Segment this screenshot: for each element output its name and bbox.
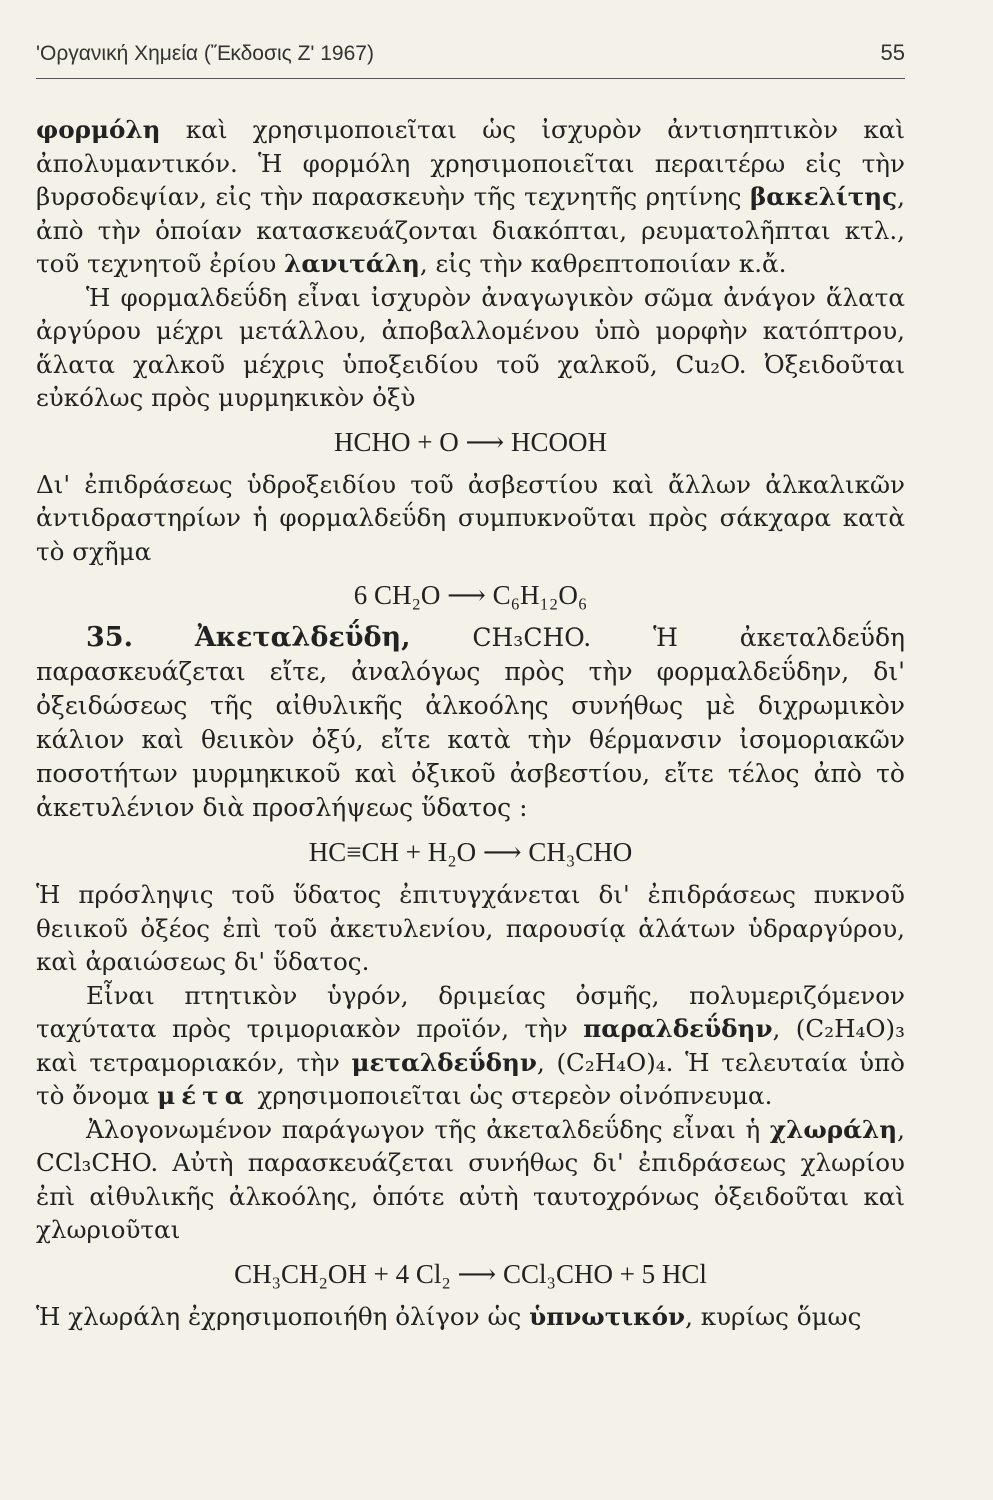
paragraph-hydration: Ἡ πρόσληψις τοῦ ὕδατος ἐπιτυγχάνεται δι' ἐπιδράσεως πυκνοῦ θειικοῦ ὀξέος ἐπὶ τοῦ ἀκετυλενίου, παρουσίᾳ ἁλάτων ὑδραργύρου, καὶ ἀραιώσεως δι' ὕδατος. [36,880,905,976]
section-number: 35. [86,622,133,653]
section-heading: Ἀκεταλδεΰδη, [194,622,411,653]
paragraph-text: , CCl₃CHO. Αὐτὴ παρασκευάζεται συνήθως δι' ἐπιδράσεως χλωρίου ἐπὶ αἰθυλικῆς ἀλκοόλης, ὁπότε αὐτὴ ταυτοχρόνως ὀξειδοῦται καὶ χλωριοῦται [36,1114,905,1244]
paragraph-text: , ἀπὸ τὴν ὁποίαν κατασκευάζονται διακόπται, ρευματολῆπται κτλ., τοῦ τεχνητοῦ ἐρίου [36,182,905,278]
paragraph-text: Εἶναι πτητικὸν ὑγρόν, δριμείας ὀσμῆς, πολυμεριζόμενον ταχύτατα πρὸς τριμοριακὸν προϊόν, τὴν [36,980,905,1043]
paragraph-polymerization [36,979,905,1113]
paragraph-reducing-agent: Ἡ φορμαλδεΰδη εἶναι ἰσχυρὸν ἀναγωγικὸν σῶμα ἀνάγον ἅλατα ἀργύρου μέχρι μετάλλου, ἀποβαλλομένου ὑπὸ μορφὴν κατόπτρου, ἅλατα χαλκοῦ μέχρις ὑποξειδίου τοῦ χαλκοῦ, Cu₂O. Ὀξειδοῦται εὐκόλως πρὸς μυρμηκικὸν ὀξὺ [36,282,905,412]
paragraph-text: , εἰς τὴν καθρεπτοποιίαν κ.ἄ. [419,249,787,278]
term-paraldehyde: παραλδεΰδην [583,1014,773,1043]
page-number: 55 [880,40,905,65]
paragraph-hypnotic [36,1300,905,1334]
paragraph-text: Ἡ χλωράλη ἐχρησιμοποιήθη ὀλίγον ὡς [36,1301,530,1331]
equation-acetylene-hydration: HC≡CH + H₂O ⟶ CH₃CHO [308,837,633,867]
equation-oxidation: HCHO + O ⟶ HCOOH [334,426,607,457]
equation-sugar: 6 CH₂O ⟶ C₆H₁₂O₆ [353,580,588,610]
paragraph-text: , (C₂H₄O)₃ καὶ τετραμοριακόν, τὴν [36,1014,905,1077]
equation-chloral: CH₃CH₂OH + 4 Cl₂ ⟶ CCl₃CHO + 5 HCl [234,1258,707,1289]
section-text: CH₃CHO. Ἡ ἀκεταλδεΰδη παρασκευάζεται εἴτε, ἀναλόγως πρὸς τὴν φορμαλδεΰδην, δι' ὀξειδώσεως τῆς αἰθυλικῆς ἀλκοόλης συνήθως μὲ διχρωμικὸν κάλιον καὶ θειικὸν ὀξύ, εἴτε κατὰ τὴν θέρμανσιν ἰσομοριακῶν ποσοτήτων μυρμηκικοῦ καὶ ὀξικοῦ ἀσβεστίου, εἴτε τέλος ἀπὸ τὸ ἀκετυλένιον διὰ προσλήψεως ὕδατος : [36,623,905,822]
term-hypnotic: ὑπνωτικόν [529,1301,686,1331]
running-header [36,40,905,79]
section-acetaldehyde [36,621,905,825]
term-meta: μέτα [157,1081,250,1110]
paragraph-text: , (C₂H₄O)₄. Ἡ τελευταία ὑπὸ τὸ ὄνομα [36,1047,905,1110]
paragraph-text: χρησιμοποιεῖται ὡς στερεὸν οἰνόπνευμα. [249,1081,773,1110]
paragraph-text: Ἀλογονωμένον παράγωγον τῆς ἀκεταλδεΰδης εἶναι ἡ [86,1114,770,1144]
paragraph-text: καὶ χρησιμοποιεῖται ὡς ἰσχυρὸν ἀντισηπτικὸν καὶ ἀπολυμαντικόν. Ἡ φορμόλη χρησιμοποιεῖται περαιτέρω εἰς τὴν βυρσοδεψίαν, εἰς τὴν παρασκευὴν τῆς τεχνητῆς ρητίνης [36,115,905,211]
term-formoli: φορμόλη [36,115,161,144]
term-bakelite: βακελίτης [749,182,898,211]
term-metaldehyde: μεταλδεΰδην [351,1047,537,1077]
paragraph-text: , κυρίως ὅμως [685,1301,862,1331]
term-chloral: χλωράλη [769,1114,898,1144]
term-lanital: λανιτάλη [284,249,420,278]
running-title: 'Οργανική Χημεία (Ἔκδοσις Ζ' 1967) [36,42,374,65]
paragraph-chloral [36,1113,905,1247]
paragraph-formol-uses [36,113,905,281]
paragraph-condensation: Δι' ἐπιδράσεως ὑδροξειδίου τοῦ ἀσβεστίου καὶ ἄλλων ἀλκαλικῶν ἀντιδραστηρίων ἡ φορμαλδεΰδη συμπυκνοῦται πρὸς σάκχαρα κατὰ τὸ σχῆμα [36,469,905,566]
